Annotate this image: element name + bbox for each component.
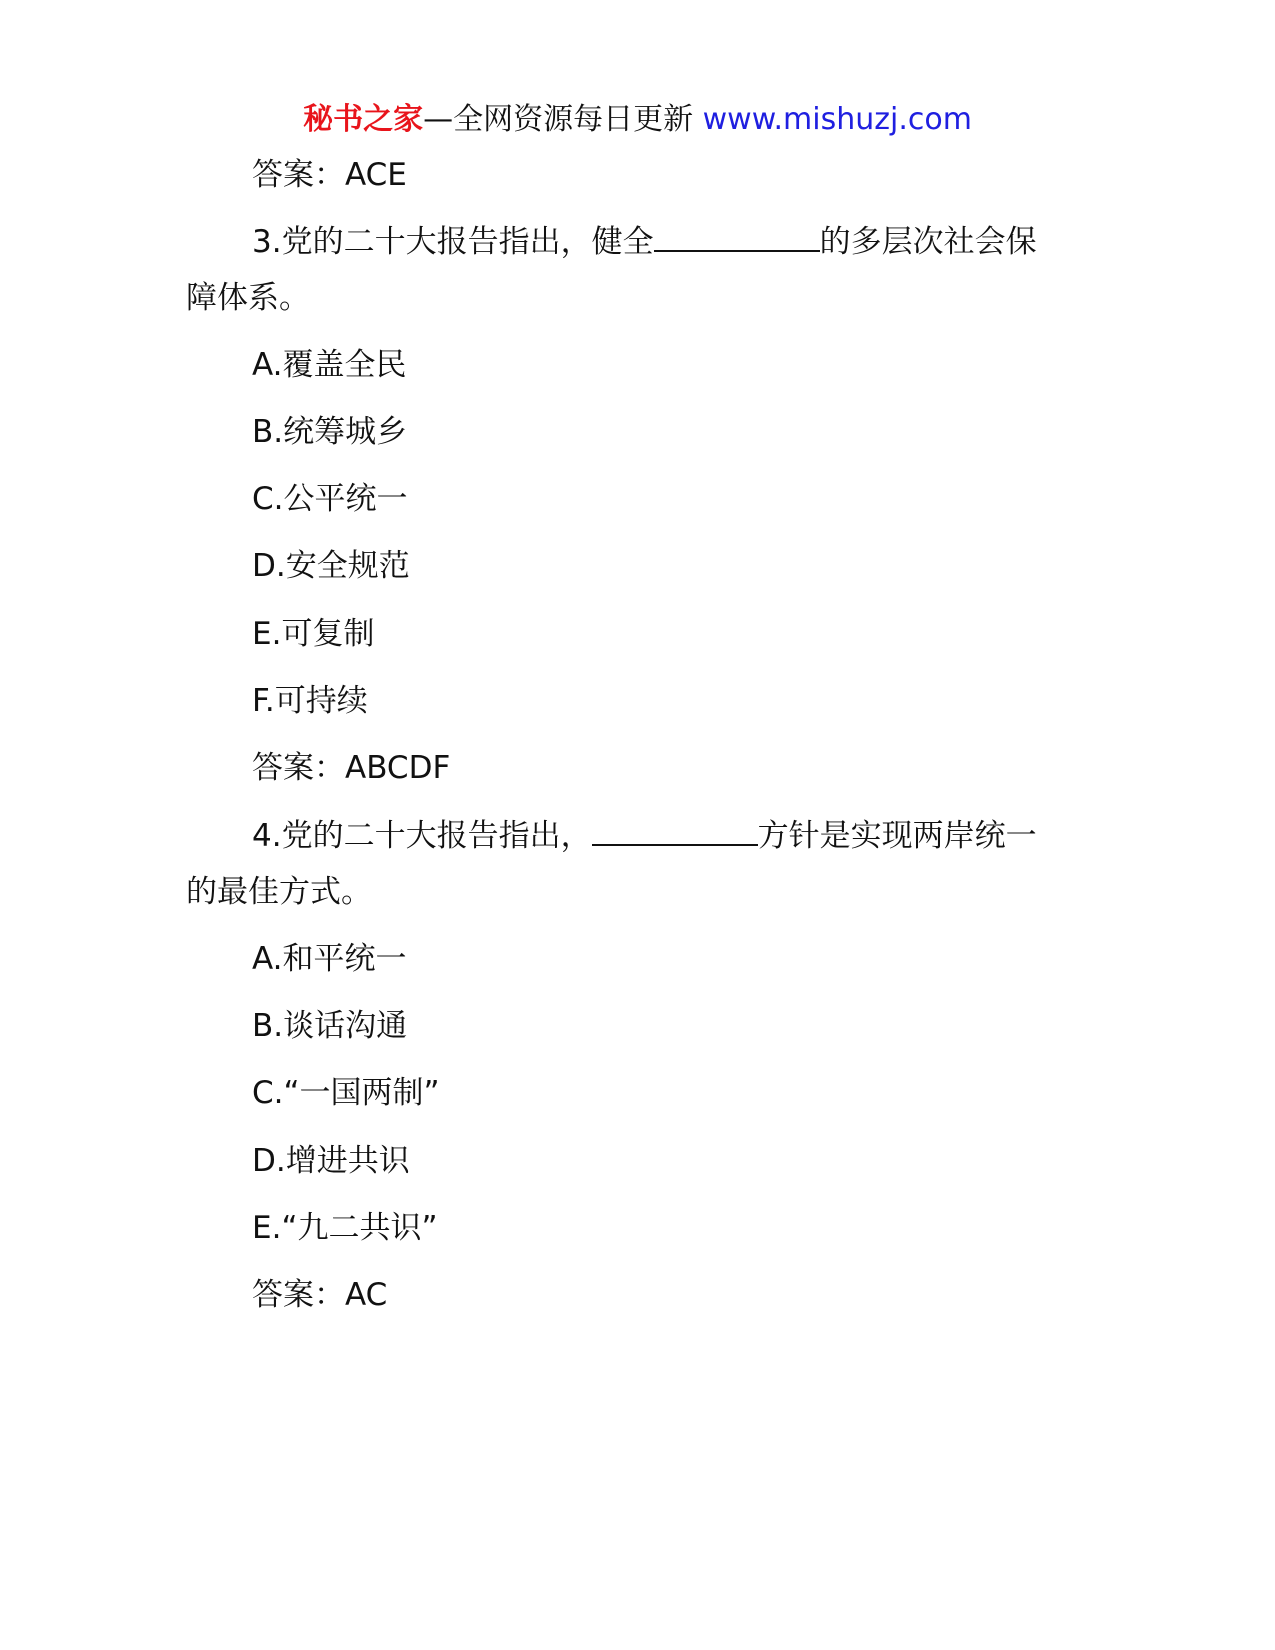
q3-answer: 答案：ABCDF (252, 750, 451, 786)
q4-answer: 答案：AC (252, 1277, 388, 1313)
q3-option-f: F.可持续 (252, 683, 368, 719)
q4-option-d: D.增进共识 (252, 1143, 410, 1179)
q3-option-e: E.可复制 (252, 616, 375, 652)
brand-name: 秘书之家 (303, 102, 424, 137)
q4-option-a: A.和平统一 (252, 941, 407, 977)
q3-option-c: C.公平统一 (252, 481, 408, 517)
q4-option-e: E.“九二共识” (252, 1210, 438, 1246)
q4-stem-after: 方针是实现两岸统一 (757, 818, 1037, 854)
q3-option-a: A.覆盖全民 (252, 347, 407, 383)
q4-stem-before: 4.党的二十大报告指出， (252, 818, 592, 854)
header-tagline: —全网资源每日更新 (423, 102, 694, 137)
q3-stem-continuation: 障体系。 (186, 280, 310, 316)
previous-answer: 答案：ACE (252, 157, 407, 193)
q3-stem (252, 220, 1037, 264)
q4-option-b: B.谈话沟通 (252, 1008, 408, 1044)
q4-stem (252, 814, 1037, 858)
q3-stem-before: 3.党的二十大报告指出，健全 (252, 224, 654, 260)
site-url-link[interactable]: www.mishuzj.com (702, 102, 972, 137)
page-header (0, 98, 1275, 142)
q4-stem-continuation: 的最佳方式。 (186, 874, 372, 910)
q4-option-c: C.“一国两制” (252, 1075, 440, 1111)
q3-stem-after: 的多层次社会保 (819, 224, 1037, 260)
q3-option-b: B.统筹城乡 (252, 414, 408, 450)
q3-fill-blank (654, 220, 820, 252)
q3-option-d: D.安全规范 (252, 548, 410, 584)
q4-fill-blank (592, 814, 758, 846)
